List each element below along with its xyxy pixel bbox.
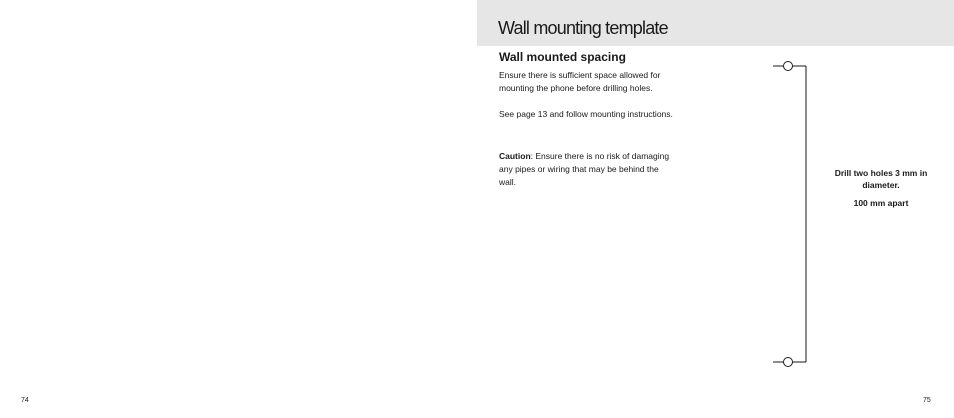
- drill-instructions: [817, 167, 945, 209]
- left-page-number: 74: [21, 397, 29, 404]
- section-title: Wall mounted spacing: [499, 50, 626, 64]
- paragraph-space: Ensure there is sufficient space allowed for mounting the phone before drilling holes.: [499, 70, 661, 93]
- caution-text: : Ensure there is no risk of damaging any pipes or wiring that may be behind the wall.: [499, 151, 670, 187]
- right-page-number: 75: [923, 397, 931, 404]
- drill-note-spacing: 100 mm apart: [853, 198, 909, 208]
- caution-paragraph: [499, 150, 674, 189]
- top-drill-hole: [784, 62, 793, 71]
- drill-note-holes: Drill two holes 3 mm in diameter.: [834, 168, 928, 190]
- caution-label: Caution: [499, 151, 531, 161]
- right-page: [477, 0, 954, 418]
- page-title: Wall mounting template: [498, 18, 668, 38]
- bottom-drill-hole: [784, 358, 793, 367]
- drill-template-diagram: [773, 55, 813, 375]
- paragraph-see-page: See page 13 and follow mounting instructions.: [499, 109, 673, 119]
